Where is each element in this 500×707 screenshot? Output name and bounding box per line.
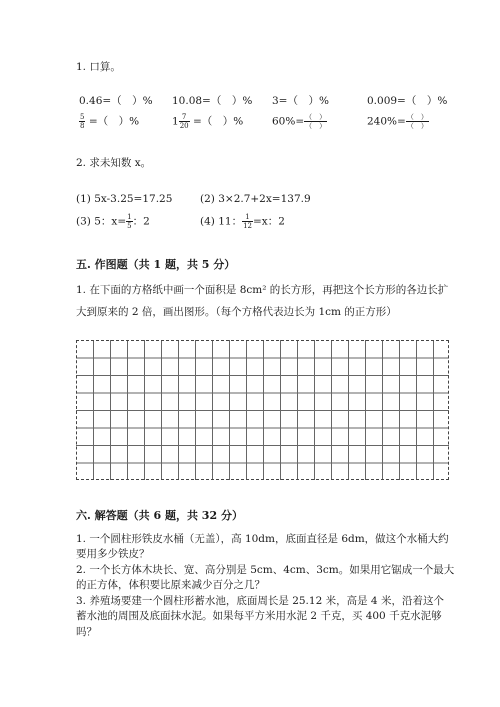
- section5-question-line2: 大到原来的 2 倍，画出图形。（每个方格代表边长为 1cm 的正方形）: [76, 306, 397, 318]
- section6-q3-line3: 吗？: [76, 626, 97, 638]
- section2-title: 2. 求未知数 x。: [76, 157, 152, 169]
- calc-item-8: 240%= $\frac{( )}{( )}$: [367, 113, 428, 130]
- section6-q1-line2: 要用多少铁皮？: [76, 548, 150, 560]
- section6-header: 六. 解答题（共 6 题，共 32 分）: [76, 509, 243, 522]
- fraction: $\frac{( )}{( )}$: [406, 113, 428, 130]
- calc-item-6: 1 $\frac{7}{20}$ =（ ）%: [172, 113, 244, 130]
- equation-3: (3) 5：x= $\frac{1}{5}$ ：2: [76, 213, 150, 230]
- section5-question-line1: 1. 在下面的方格纸中画一个面积是 8cm² 的长方形，再把这个长方形的各边长扩: [76, 284, 449, 296]
- calc-item-2: 10.08=（ ）%: [172, 95, 253, 107]
- equation-1: (1) 5x-3.25=17.25: [76, 193, 173, 205]
- section6-q3-line1: 3. 养殖场要建一个圆柱形蓄水池，底面周长是 25.12 米，高是 4 米，沿着这个: [76, 595, 444, 607]
- fraction: $\frac{5}{8}$: [80, 113, 85, 130]
- section6-q2-line1: 2. 一个长方体木块长、宽、高分别是 5cm、4cm、3cm。如果用它锯成一个最大: [76, 564, 455, 576]
- section6-q2-line2: 的正方体，体积要比原来减少百分之几？: [76, 579, 265, 591]
- fraction: $\frac{1}{12}$: [243, 213, 252, 230]
- calc-item-3: 3=（ ）%: [272, 95, 329, 107]
- section6-q1-line1: 1. 一个圆柱形铁皮水桶（无盖），高 10dm，底面直径是 6dm，做这个水桶大约: [76, 533, 449, 545]
- section5-header: 五. 作图题（共 1 题，共 5 分）: [76, 258, 236, 271]
- equation-2: (2) 3×2.7+2x=137.9: [200, 193, 311, 205]
- fraction: $\frac{1}{5}$: [127, 213, 132, 230]
- section1-title: 1. 口算。: [76, 61, 121, 73]
- section6-q3-line2: 蓄水池的周围及底面抹水泥。如果每平方米用水泥 2 千克，买 400 千克水泥够: [76, 610, 442, 622]
- calc-item-7: 60%= $\frac{( )}{( )}$: [272, 113, 327, 130]
- fraction: $\frac{( )}{( )}$: [305, 113, 327, 130]
- fraction: $\frac{7}{20}$: [179, 113, 189, 130]
- calc-item-4: 0.009=（ ）%: [367, 95, 448, 107]
- equation-4: (4) 11： $\frac{1}{12}$ =x：2: [200, 213, 285, 230]
- calc-item-1: 0.46=（ ）%: [79, 95, 153, 107]
- calc-item-5: $\frac{5}{8}$ =（ ）%: [80, 113, 140, 130]
- grid-paper[interactable]: [76, 340, 449, 480]
